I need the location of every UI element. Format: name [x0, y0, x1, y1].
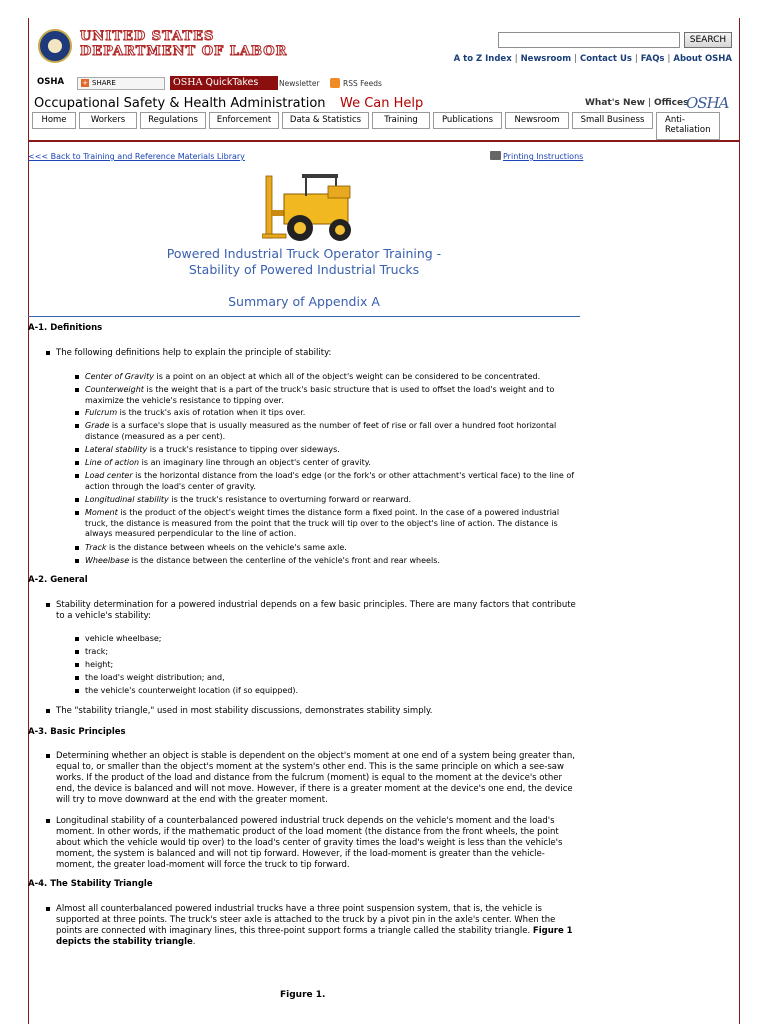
separator: | — [667, 54, 671, 64]
printer-icon[interactable] — [490, 151, 501, 160]
definition-item — [75, 445, 575, 456]
link-about-osha[interactable]: About OSHA — [673, 54, 732, 64]
definition-body: is a surface's slope that is usually measured as the number of feet of rise or fall over a hundred foot horizontal distance (measured as a per cent). — [85, 421, 557, 441]
definition-body: is a truck's resistance to tipping over sideways. — [147, 445, 340, 454]
a4-end: . — [192, 937, 196, 947]
tab-home[interactable]: Home — [32, 112, 76, 129]
definition-text — [75, 508, 575, 540]
definition-text — [75, 385, 575, 406]
quicktakes-button[interactable] — [170, 76, 278, 90]
definition-item — [75, 421, 575, 442]
header-divider — [28, 140, 740, 142]
factor-text: vehicle wheelbase; — [85, 634, 162, 643]
tab-publications[interactable]: Publications — [433, 112, 502, 129]
section-a1-heading: A-1. Definitions — [28, 323, 103, 333]
factor-text: the vehicle's counterweight location (if so equipped). — [85, 686, 299, 695]
tab-small-business[interactable]: Small Business — [572, 112, 653, 129]
page-title-line-1: Powered Industrial Truck Operator Training - — [166, 246, 442, 261]
list-item — [46, 348, 576, 359]
osha-logo[interactable]: OSHA — [686, 94, 729, 112]
list-item — [75, 686, 575, 697]
list-item — [75, 673, 575, 684]
rss-icon[interactable] — [330, 78, 340, 88]
title-divider — [28, 316, 580, 317]
tab-regulations[interactable]: Regulations — [140, 112, 206, 129]
we-can-help-link[interactable]: We Can Help — [340, 96, 424, 111]
definition-text — [75, 458, 575, 469]
separator: | — [634, 54, 638, 64]
definition-body: is a point on an object at which all of the object's weight can be considered to be concentrated. — [153, 372, 541, 381]
page-title-line-2: Stability of Powered Industrial Trucks — [188, 262, 420, 277]
a1-intro: The following definitions help to explain the principle of stability: — [56, 348, 332, 358]
list-item — [75, 634, 575, 645]
search-input[interactable] — [498, 32, 680, 48]
a4-text: Almost all counterbalanced powered industrial trucks have a three point suspension system, that is, the vehicle is supported at three points. The truck's steer axle is attached to the truck by a pivot pin in the axle's center. When the points are connected with imaginary lines, this three-point support forms a triangle called the stability triangle. — [56, 904, 556, 936]
figure-caption: Figure 1. — [280, 990, 326, 1000]
separator: | — [574, 54, 577, 64]
factor-text: track; — [85, 647, 109, 656]
tab-enforcement[interactable]: Enforcement — [209, 112, 279, 129]
agency-title: Occupational Safety & Health Administration — [34, 96, 326, 111]
summary-heading: Summary of Appendix A — [228, 294, 380, 309]
list-item — [46, 751, 576, 806]
definition-item — [75, 508, 575, 540]
definition-body: is the distance between wheels on the vehicle's same axle. — [106, 543, 347, 552]
share-button[interactable] — [77, 77, 165, 90]
definition-body: is the horizontal distance from the load's edge (or the fork's or other attachment's vertical face) to the line of action through the load's center of gravity. — [85, 471, 575, 491]
section-a2-heading: A-2. General — [28, 575, 88, 585]
a2-triangle-text: The "stability triangle," used in most stability discussions, demonstrates stability simply. — [56, 706, 433, 716]
definition-item — [75, 408, 575, 419]
definition-body: is the distance between the centerline of the vehicle's front and rear wheels. — [129, 556, 440, 565]
osha-label: OSHA — [37, 77, 65, 87]
rss-feeds-link[interactable]: RSS Feeds — [343, 79, 382, 88]
dol-wordmark[interactable] — [80, 29, 287, 59]
list-item — [75, 660, 575, 671]
separator: | — [647, 98, 651, 108]
definition-term: Fulcrum — [85, 408, 118, 417]
definition-term: Lateral stability — [85, 445, 148, 454]
whats-new-offices — [585, 98, 688, 108]
quicktakes-label: QuickTakes — [205, 77, 259, 88]
list-item — [46, 816, 576, 871]
plus-icon: + — [82, 79, 88, 87]
forklift-icon — [262, 172, 362, 244]
definition-term: Track — [85, 543, 107, 552]
list-item — [75, 647, 575, 658]
utility-links — [454, 54, 732, 64]
newsletter-link[interactable]: Newsletter — [279, 79, 320, 88]
quicktakes-osha: OSHA — [173, 77, 203, 88]
section-a4-heading: A-4. The Stability Triangle — [28, 879, 153, 889]
definition-item — [75, 556, 575, 567]
definition-term: Moment — [85, 508, 118, 517]
definition-term: Grade — [85, 421, 110, 430]
link-contact-us[interactable]: Contact Us — [579, 54, 632, 64]
back-to-library-link[interactable]: <<< Back to Training and Reference Materials Library — [28, 152, 245, 161]
list-item — [46, 904, 576, 948]
tab-anti-retaliation[interactable]: Anti- Retaliation — [656, 112, 720, 140]
whats-new-link[interactable]: What's New — [585, 98, 645, 108]
list-item — [46, 706, 576, 717]
definition-item — [75, 372, 575, 383]
a2-intro: Stability determination for a powered industrial depends on a few basic principles. There are many factors that contribute to a vehicle's stability: — [56, 600, 576, 621]
list-item — [46, 600, 576, 622]
definition-body: is the truck's resistance to overturning forward or rearward. — [168, 495, 412, 504]
definition-text — [75, 421, 575, 442]
definition-body: is the weight that is a part of the truck's basic structure that is used to offset the load's weight and to maximize the vehicle's resistance to tipping over. — [85, 385, 555, 405]
tab-newsroom[interactable]: Newsroom — [505, 112, 569, 129]
a4-bold-text: Figure 1 depicts the stability triangle — [56, 926, 573, 947]
definition-text — [75, 556, 575, 567]
definition-term: Wheelbase — [85, 556, 130, 565]
definition-item — [75, 495, 575, 506]
definition-item — [75, 385, 575, 406]
definition-term: Counterweight — [85, 385, 144, 394]
section-a3-heading: A-3. Basic Principles — [28, 727, 126, 737]
search-button[interactable]: SEARCH — [684, 32, 732, 48]
definition-item — [75, 543, 575, 554]
definition-text — [75, 372, 575, 383]
definition-body: is the product of the object's weight times the distance form a fixed point. In the case of a powered industrial truck, the distance is measured from the point that the truck will tip over to the object's line of action. The distance is always measured perpendicular to the line of action. — [85, 508, 560, 538]
factor-text: height; — [85, 660, 114, 669]
share-label: SHARE — [92, 79, 116, 87]
link-newsroom[interactable]: Newsroom — [520, 54, 572, 64]
dol-seal-icon[interactable] — [38, 29, 72, 63]
tab-workers[interactable]: Workers — [79, 112, 137, 129]
definition-term: Load center — [85, 471, 133, 480]
offices-link[interactable]: Offices — [653, 98, 689, 108]
definition-term: Longitudinal stability — [85, 495, 169, 504]
link-faqs[interactable]: FAQs — [640, 54, 665, 64]
separator: | — [514, 54, 518, 64]
a3-paragraph-1: Determining whether an object is stable is dependent on the object's moment at one end of a system being greater than, equal to, or smaller than the object's moment at the system's other end. This is the same principle on which a see-saw works. If the product of the load and distance from the fulcrum (moment) is equal to the moment at the device's other end, the device is balanced and will not move. However, if there is a greater moment at the device's one end, the device will try to move downward at the end with the greater moment. — [56, 751, 575, 805]
printing-instructions-link[interactable]: Printing Instructions — [503, 152, 584, 161]
definition-text — [75, 471, 575, 492]
factor-text: the load's weight distribution; and, — [85, 673, 225, 682]
dol-line-1: UNITED STATES — [80, 29, 215, 44]
main-nav — [30, 112, 750, 140]
definition-item — [75, 471, 575, 492]
a3-paragraph-2: Longitudinal stability of a counterbalanced powered industrial truck depends on the vehicle's moment and the load's moment. In other words, if the mathematic product of the load moment (the distance from the front wheels, the point about which the vehicle would tip over) to the load's center of gravity times the load's weight is less than the vehicle's moment, the system is balanced and will not tip forward. However, if the load-moment is greater than the vehicle-moment, the greater load-moment will force the truck to tip forward. — [56, 816, 563, 870]
definition-text — [75, 408, 575, 419]
a4-paragraph — [46, 904, 576, 948]
definition-body: is an imaginary line through an object's center of gravity. — [139, 458, 371, 467]
definition-text — [75, 495, 575, 506]
definition-item — [75, 458, 575, 469]
definition-text — [75, 445, 575, 456]
link-a-to-z[interactable]: A to Z Index — [453, 54, 512, 64]
definition-term: Center of Gravity — [85, 372, 154, 381]
tab-data-statistics[interactable]: Data & Statistics — [282, 112, 369, 129]
definition-text — [75, 543, 575, 554]
definition-term: Line of action — [85, 458, 140, 467]
tab-training[interactable]: Training — [372, 112, 430, 129]
definition-body: is the truck's axis of rotation when it tips over. — [117, 408, 306, 417]
dol-line-2: DEPARTMENT OF LABOR — [80, 44, 288, 59]
